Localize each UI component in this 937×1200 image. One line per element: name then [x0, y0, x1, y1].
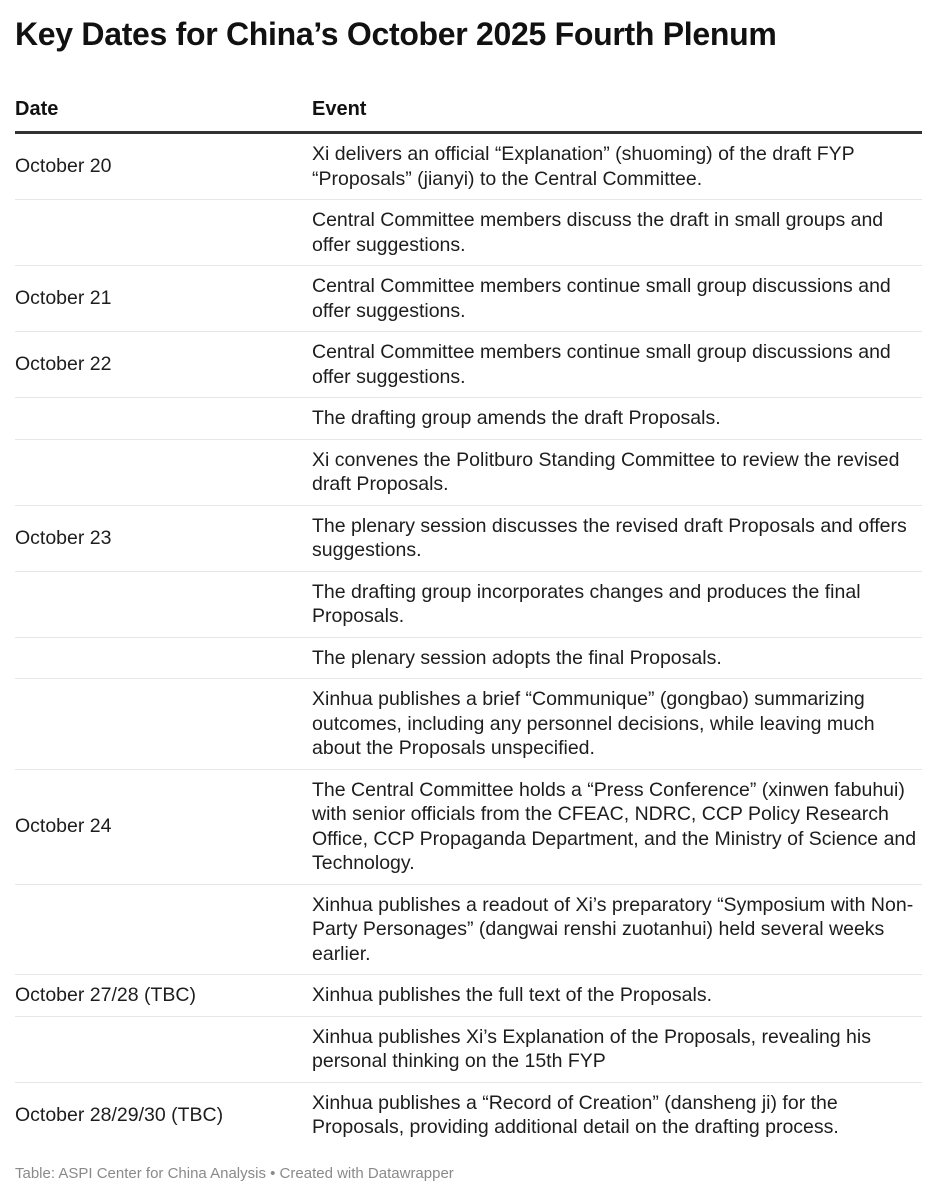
event-cell: Central Committee members discuss the draft in small groups and offer suggestions.: [312, 200, 922, 266]
date-cell: October 22: [15, 332, 312, 398]
table-container: [15, 0, 922, 1148]
key-dates-table: [15, 90, 922, 1148]
event-cell: The plenary session discusses the revised draft Proposals and offers suggestions.: [312, 505, 922, 571]
table-row: [15, 266, 922, 332]
table-row: [15, 571, 922, 637]
event-cell: The drafting group amends the draft Proposals.: [312, 398, 922, 440]
date-cell: October 20: [15, 133, 312, 200]
table-row: [15, 332, 922, 398]
table-row: [15, 505, 922, 571]
table-body: [15, 133, 922, 1148]
source-footer: Table: ASPI Center for China Analysis • Created with Datawrapper: [15, 1165, 454, 1182]
table-row: [15, 200, 922, 266]
table-header: [15, 90, 922, 133]
date-column-header: Date: [15, 90, 312, 133]
event-cell: Xinhua publishes a brief “Communique” (gongbao) summarizing outcomes, including any personnel decisions, while leaving much about the Proposals unspecified.: [312, 679, 922, 770]
event-cell: Xinhua publishes a “Record of Creation” (dansheng ji) for the Proposals, providing additional detail on the drafting process.: [312, 1091, 839, 1138]
event-cell: The plenary session adopts the final Proposals.: [312, 637, 922, 679]
event-cell: Xinhua publishes a readout of Xi’s preparatory “Symposium with Non-Party Personages” (dangwai renshi zuotanhui) held several weeks earlier.: [312, 884, 922, 975]
date-cell: October 27/28 (TBC): [15, 975, 312, 1017]
table-row: [15, 637, 922, 679]
date-cell: [15, 200, 312, 266]
event-cell: The drafting group incorporates changes and produces the final Proposals.: [312, 571, 922, 637]
table-row: [15, 398, 922, 440]
event-cell: Xi convenes the Politburo Standing Committee to review the revised draft Proposals.: [312, 439, 922, 505]
table-row: [15, 1082, 922, 1148]
date-cell: [15, 637, 312, 679]
table-row: [15, 769, 922, 884]
table-row: [15, 679, 922, 770]
table-row: [15, 439, 922, 505]
event-column-header: Event: [312, 90, 922, 133]
event-cell: Xi delivers an official “Explanation” (shuoming) of the draft FYP “Proposals” (jianyi) to the Central Committee.: [312, 133, 922, 200]
table-row: [15, 1016, 922, 1082]
date-cell: [15, 884, 312, 975]
date-cell: [15, 571, 312, 637]
date-cell: October 28/29/30 (TBC): [15, 1103, 224, 1126]
date-cell: October 24: [15, 769, 312, 884]
event-cell: Central Committee members continue small group discussions and offer suggestions.: [312, 266, 922, 332]
event-cell: Xinhua publishes Xi’s Explanation of the Proposals, revealing his personal thinking on the 15th FYP: [312, 1016, 922, 1082]
table-row: [15, 975, 922, 1017]
event-cell: Central Committee members continue small group discussions and offer suggestions.: [312, 332, 922, 398]
page-title: Key Dates for China’s October 2025 Fourth Plenum: [15, 16, 777, 52]
event-cell: Xinhua publishes the full text of the Proposals.: [312, 975, 922, 1017]
date-cell: October 23: [15, 505, 312, 571]
table-row: [15, 884, 922, 975]
date-cell: [15, 398, 312, 440]
date-cell: [15, 439, 312, 505]
date-cell: October 21: [15, 266, 312, 332]
header-row: [15, 90, 922, 133]
table-row: [15, 133, 922, 200]
date-cell: [15, 679, 312, 770]
date-cell: [15, 1016, 312, 1082]
event-cell: The Central Committee holds a “Press Conference” (xinwen fabuhui) with senior officials from the CFEAC, NDRC, CCP Policy Research Office, CCP Propaganda Department, and the Ministry of Science and Technology.: [312, 769, 922, 884]
